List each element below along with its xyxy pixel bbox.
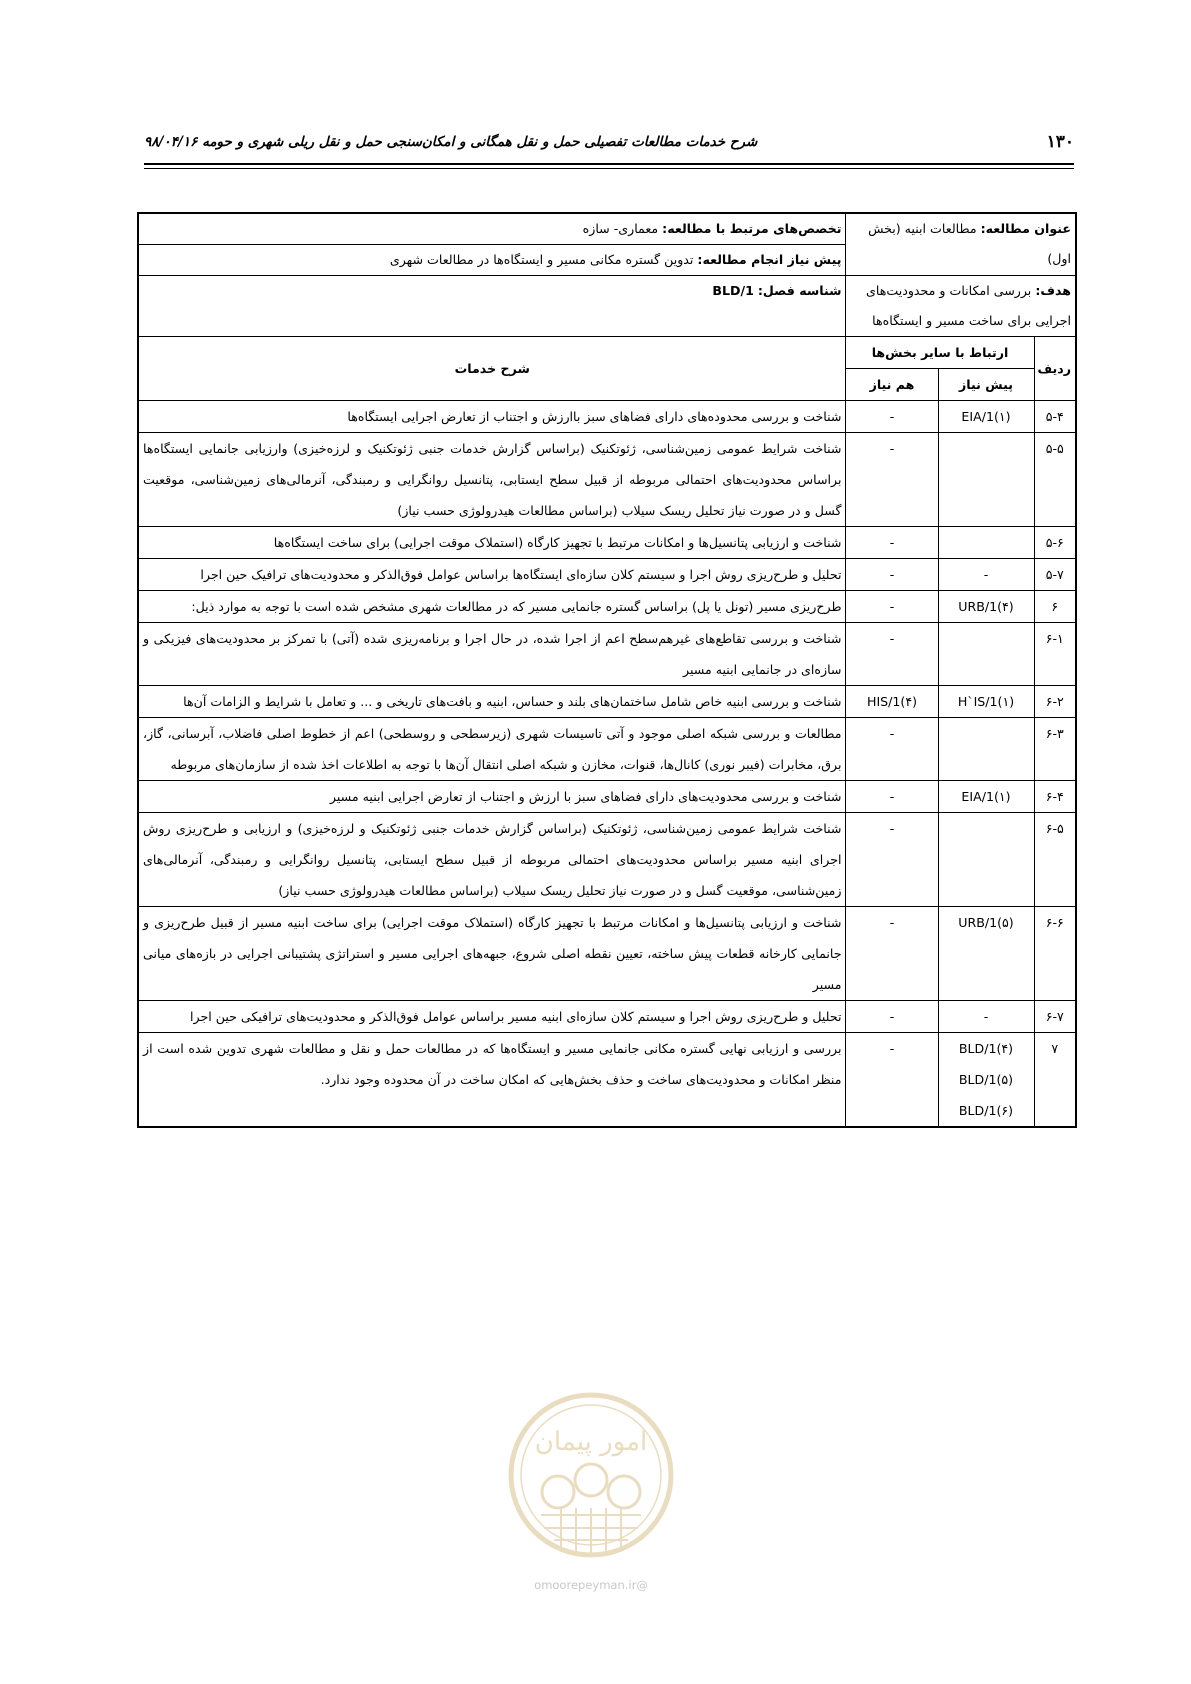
running-title: شرح خدمات مطالعات تفصیلی حمل و نقل همگانی و امکان‌سنجی حمل و نقل ریلی شهری و حومه ۹۸/۰۴/۱۶ [144,134,758,150]
row-number-cell: ۶-۵ [1034,813,1076,907]
prerequisite-cell: - [938,1001,1034,1033]
chapter-id-cell [138,276,846,337]
watermark [506,1380,676,1610]
corequisite-cell: - [846,623,938,686]
col-header-row: ردیف [1034,337,1076,401]
goal-cell [846,276,1076,337]
row-number-cell: ۵-۵ [1034,433,1076,527]
table-body [138,401,1076,1128]
row-number-cell: ۵-۶ [1034,527,1076,559]
chapter-id-label: شناسه فصل: [757,283,842,298]
services-table [137,212,1077,1128]
watermark-url: omoorepeyman.ir@ [534,1578,648,1592]
row-number-cell: ۵-۴ [1034,401,1076,433]
description-cell: شناخت و بررسی محدودیت‌های دارای فضاهای سبز با ارزش و اجتناب از تعارض اجرایی ابنیه مسیر [138,781,846,813]
table-row [138,1033,1076,1128]
corequisite-cell: - [846,559,938,591]
specialties-cell [138,213,846,245]
table-row [138,433,1076,527]
corequisite-cell: - [846,813,938,907]
page-number: ۱۳۰ [1046,132,1074,152]
prereq-cell [138,245,846,276]
header-rule-thick [144,163,1074,165]
corequisite-cell: - [846,781,938,813]
corequisite-cell: - [846,591,938,623]
prerequisite-cell: URB/1(۵) [938,907,1034,1001]
description-cell: شناخت و بررسی محدوده‌های دارای فضاهای سبز باارزش و اجتناب از تعارض اجرایی ایستگاه‌ها [138,401,846,433]
corequisite-cell: - [846,1001,938,1033]
page-header [144,126,1074,166]
prerequisite-cell: EIA/1(۱) [938,401,1034,433]
description-cell: شناخت شرایط عمومی زمین‌شناسی، ژئوتکنیک (براساس گزارش خدمات جنبی ژئوتکنیک و لرزه‌خیزی) وارزیابی جانمایی ایستگاه‌ها براساس محدودیت‌های احتمالی مربوطه از قبیل سطح ایستابی، پتانسیل روانگرایی و رمبندگی، آنرمالی‌های زمین‌شناسی، موقعیت گسل و در صورت نیاز تحلیل ریسک سیلاب (براساس مطالعات هیدرولوژی حسب نیاز) [138,433,846,527]
corequisite-cell: HIS/1(۴) [846,686,938,718]
goal-label: هدف: [1035,283,1071,298]
prerequisite-cell: URB/1(۴) [938,591,1034,623]
description-cell: شناخت و بررسی تقاطع‌های غیرهم‌سطح اعم از اجرا شده، در حال اجرا و برنامه‌ریزی شده (آتی) با تمرکز بر محدودیت‌های فیزیکی و سازه‌ای در جانمایی ابنیه مسیر [138,623,846,686]
table-row [138,401,1076,433]
table-row [138,559,1076,591]
row-number-cell: ۶-۴ [1034,781,1076,813]
row-number-cell: ۶-۲ [1034,686,1076,718]
study-title-value: مطالعات ابنیه (بخش اول) [868,221,1071,266]
description-cell: تحلیل و طرح‌ریزی روش اجرا و سیستم کلان سازه‌ای ابنیه مسیر براساس عوامل فوق‌الذکر و محدودیت‌های ترافیکی حین اجرا [138,1001,846,1033]
description-cell: شناخت و ارزیابی پتانسیل‌ها و امکانات مرتبط با تجهیز کارگاه (استملاک موقت اجرایی) برای ساخت ابنیه مسیر از قبیل طرح‌ریزی و جانمایی کارخانه قطعات پیش ساخته، تعیین نقطه اصلی شروع، جبهه‌های اجرایی مسیر و استراتژی پشتیبانی اجرایی در بازه‌های میانی مسیر [138,907,846,1001]
col-header-relation: ارتباط با سایر بخش‌ها [846,337,1034,369]
corequisite-cell: - [846,527,938,559]
row-number-cell: ۶-۱ [1034,623,1076,686]
description-cell: مطالعات و بررسی شبکه اصلی موجود و آتی تاسیسات شهری (زیرسطحی و روسطحی) اعم از خطوط اصلی فاضلاب، آبرسانی، گاز، برق، مخابرات (فیبر نوری) کانال‌ها، قنوات، مخازن و شبکه اصلی انتقال آن‌ها با توجه به اطلاعات اخذ شده از سازمان‌های مربوطه [138,718,846,781]
col-header-corequisite: هم نیاز [846,369,938,401]
specialties-value: معماری- سازه [582,221,659,236]
row-number-cell: ۵-۷ [1034,559,1076,591]
prereq-label: پیش نیاز انجام مطالعه: [697,252,842,267]
watermark-logo-text: امور پیمان [534,1427,648,1457]
row-number-cell: ۶-۶ [1034,907,1076,1001]
watermark-logo-icon [506,1380,676,1575]
prereq-value: تدوین گستره مکانی مسیر و ایستگاه‌ها در مطالعات شهری [389,252,694,267]
table-row [138,623,1076,686]
study-title-label: عنوان مطالعه: [980,221,1071,236]
description-cell: شناخت و ارزیابی پتانسیل‌ها و امکانات مرتبط با تجهیز کارگاه (استملاک موقت اجرایی) برای ساخت ایستگاه‌ها [138,527,846,559]
prerequisite-cell: H`IS/1(۱) [938,686,1034,718]
row-number-cell: ۶ [1034,591,1076,623]
description-cell: تحلیل و طرح‌ریزی روش اجرا و سیستم کلان سازه‌ای ایستگاه‌ها براساس عوامل فوق‌الذکر و محدودیت‌های ترافیک حین اجرا [138,559,846,591]
description-cell: شناخت شرایط عمومی زمین‌شناسی، ژئوتکنیک (براساس گزارش خدمات جنبی ژئوتکنیک و لرزه‌خیزی) و ارزیابی و طرح‌ریزی روش اجرای ابنیه مسیر براساس محدودیت‌های احتمالی مربوطه از قبیل سطح ایستابی، پتانسیل روانگرایی و رمبندگی، آنرمالی‌های زمین‌شناسی، موقعیت گسل و در صورت نیاز تحلیل ریسک سیلاب (براساس مطالعات هیدرولوژی حسب نیاز) [138,813,846,907]
description-cell: طرح‌ریزی مسیر (تونل یا پل) براساس گستره جانمایی مسیر که در مطالعات شهری مشخص شده است با توجه به موارد ذیل: [138,591,846,623]
prerequisite-cell: EIA/1(۱) [938,781,1034,813]
table-row [138,686,1076,718]
table-row [138,591,1076,623]
row-number-cell: ۶-۳ [1034,718,1076,781]
prerequisite-cell [938,813,1034,907]
table-row [138,1001,1076,1033]
prerequisite-cell: - [938,559,1034,591]
corequisite-cell: - [846,433,938,527]
corequisite-cell: - [846,718,938,781]
study-title-cell [846,213,1076,276]
table-row [138,907,1076,1001]
corequisite-cell: - [846,401,938,433]
row-number-cell: ۷ [1034,1033,1076,1128]
table-row [138,527,1076,559]
prerequisite-cell [938,623,1034,686]
row-number-cell: ۶-۷ [1034,1001,1076,1033]
header-rule-thin [144,168,1074,169]
description-cell: شناخت و بررسی ابنیه خاص شامل ساختمان‌های بلند و حساس، ابنیه و بافت‌های تاریخی و ... و تعامل با شرایط و الزامات آن‌ها [138,686,846,718]
specialties-label: تخصص‌های مرتبط با مطالعه: [662,221,842,236]
goal-value: بررسی امکانات و محدودیت‌های اجرایی برای ساخت مسیر و ایستگاه‌ها [866,283,1071,328]
table-row [138,813,1076,907]
prerequisite-cell [938,718,1034,781]
col-header-prerequisite: پیش نیاز [938,369,1034,401]
col-header-description: شرح خدمات [138,337,846,401]
prerequisite-cell: BLD/1(۴) BLD/1(۵) BLD/1(۶) [938,1033,1034,1128]
table-row [138,781,1076,813]
table-row [138,718,1076,781]
corequisite-cell: - [846,1033,938,1128]
chapter-id-value: BLD/1 [712,283,754,298]
description-cell: بررسی و ارزیابی نهایی گستره مکانی جانمایی مسیر و ایستگاه‌ها که در مطالعات حمل و نقل و مطالعات شهری تدوین شده است از منظر امکانات و محدودیت‌های ساخت و حذف بخش‌هایی که امکان ساخت در آن محدوده وجود ندارد. [138,1033,846,1128]
prerequisite-cell [938,433,1034,527]
corequisite-cell: - [846,907,938,1001]
prerequisite-cell [938,527,1034,559]
